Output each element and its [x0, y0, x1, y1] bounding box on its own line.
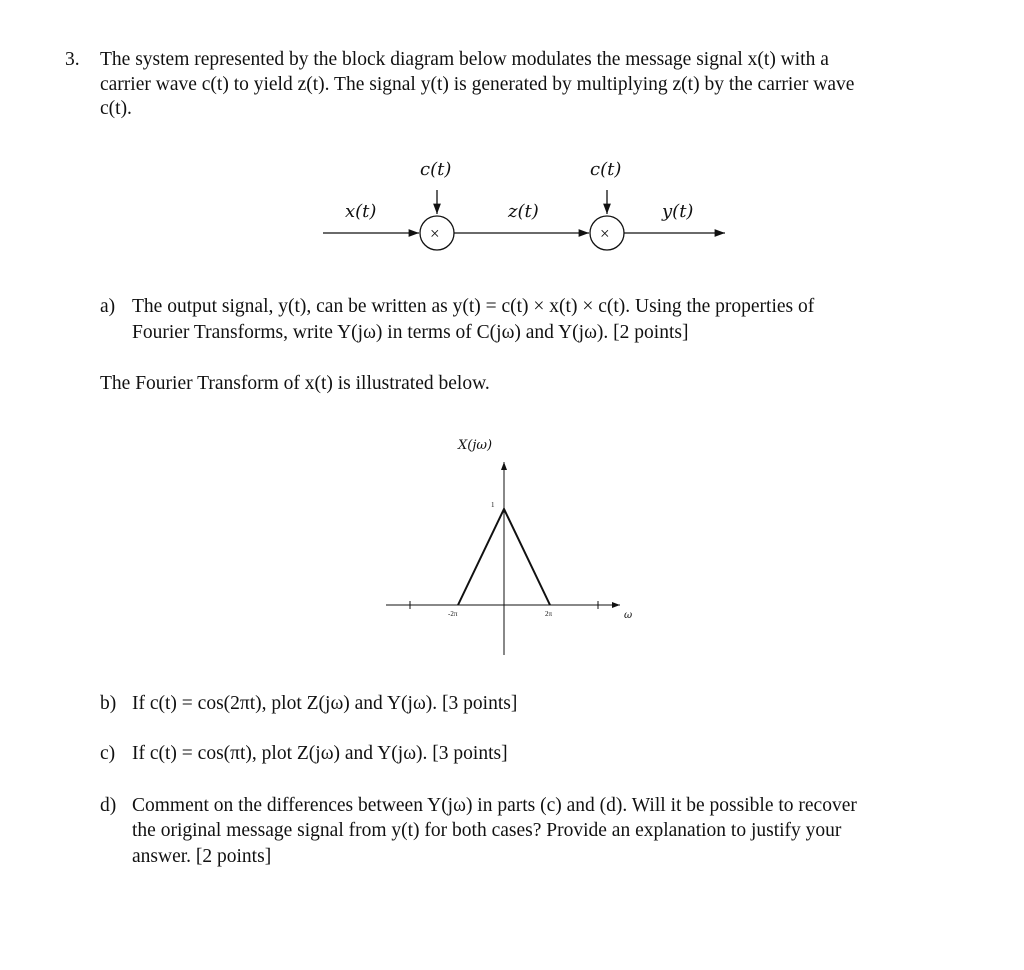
multiply-sign-2: × [600, 224, 610, 243]
part-a-line-1: The output signal, y(t), can be written as y(t) = c(t) × x(t) × c(t). Using the properties of [132, 296, 815, 317]
part-a-label: a) [100, 296, 116, 317]
label-c1: c(t) [420, 159, 452, 180]
label-x: x(t) [345, 201, 377, 222]
part-d-line-2: the original message signal from y(t) for both cases? Provide an explanation to justify your [132, 820, 842, 841]
intro-line-2: carrier wave c(t) to yield z(t). The signal y(t) is generated by multiplying z(t) by the carrier wave [100, 74, 855, 95]
part-a-line-2: Fourier Transforms, write Y(jω) in terms of C(jω) and Y(jω). [2 points] [132, 322, 689, 343]
x-tick-label: 2π [545, 610, 553, 618]
intro-line-3: c(t). [100, 98, 132, 119]
chart-title: X(jω) [458, 438, 493, 453]
x-tick-label: -2π [448, 610, 458, 618]
y-tick-label: 1 [491, 501, 495, 509]
intro-line-1: The system represented by the block diagram below modulates the message signal x(t) with a [100, 49, 829, 70]
multiply-sign-1: × [430, 224, 440, 243]
question-number: 3. [65, 49, 80, 70]
ft-chart [386, 462, 620, 655]
part-c-text: If c(t) = cos(πt), plot Z(jω) and Y(jω). [3 points] [132, 743, 508, 764]
label-z: z(t) [508, 201, 539, 222]
x-axis-label: ω [624, 610, 633, 621]
part-b-text: If c(t) = cos(2πt), plot Z(jω) and Y(jω). [3 points] [132, 693, 518, 714]
label-y: y(t) [662, 201, 694, 222]
part-d-line-3: answer. [2 points] [132, 846, 272, 867]
part-c-label: c) [100, 743, 116, 764]
part-b-label: b) [100, 693, 117, 714]
ft-intro: The Fourier Transform of x(t) is illustrated below. [100, 373, 490, 394]
label-c2: c(t) [590, 159, 622, 180]
part-d-label: d) [100, 795, 117, 816]
part-d-line-1: Comment on the differences between Y(jω) in parts (c) and (d). Will it be possible to recover [132, 795, 857, 816]
